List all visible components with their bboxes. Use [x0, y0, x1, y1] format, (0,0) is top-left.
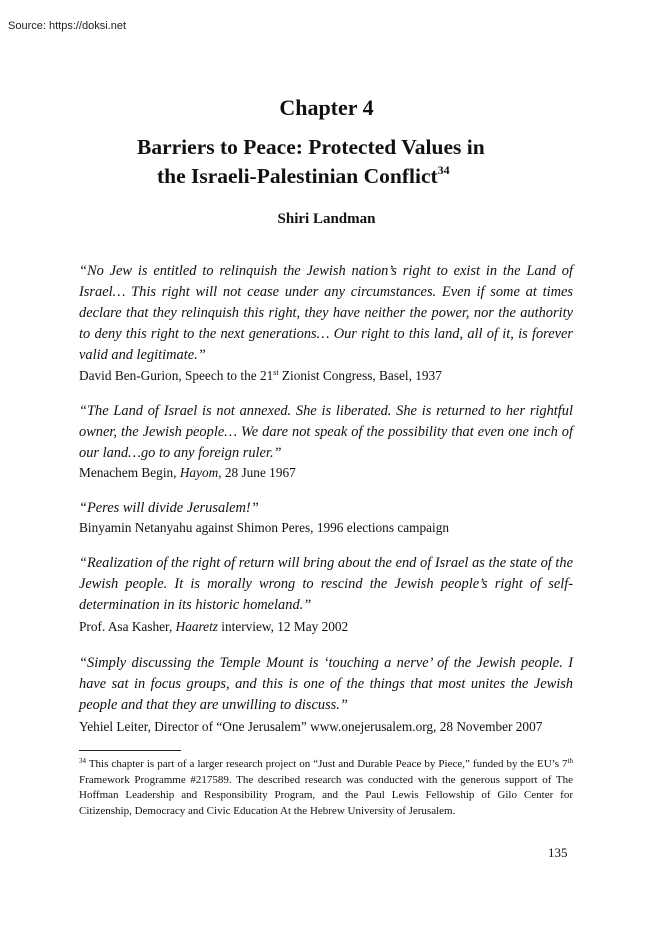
author-name: Shiri Landman	[277, 211, 376, 227]
epigraph-quote: “The Land of Israel is not annexed. She is liberated. She is returned to her rightful owner, the Jewish people… We dare not speak of the possibility that even one inch of our land…go to any foreign ruler.”	[79, 403, 573, 461]
footnote-number: 34	[79, 757, 86, 765]
epigraph-attribution: Binyamin Netanyahu against Shimon Peres, 1996 elections campaign	[79, 520, 450, 535]
epigraph-attribution: Yehiel Leiter, Director of “One Jerusalem” www.onejerusalem.org, 28 November 2007	[79, 719, 543, 734]
epigraph-quote: “Peres will divide Jerusalem!”	[79, 500, 259, 516]
epigraph-quote: “No Jew is entitled to relinquish the Jewish nation’s right to exist in the Land of Israel… This right will not cease under any circumstances. Even if some at times declare that they relinquish this right, they have neither the power, nor the authority to deny this right to the next generations… Our right to this land, all of it, is forever valid and legitimate.”	[79, 263, 573, 363]
epigraph-quote: “Simply discussing the Temple Mount is ‘touching a nerve’ of the Jewish people. I have sat in focus groups, and this is one of the things that most unites the Jewish people and that they are unwilling to discuss.”	[79, 655, 573, 713]
chapter-title-line-1: Barriers to Peace: Protected Values in	[137, 135, 485, 159]
page-number: 135	[548, 845, 568, 860]
epigraph-attribution: Menachem Begin, Hayom, 28 June 1967	[79, 465, 296, 480]
epigraph-attribution: David Ben-Gurion, Speech to the 21st Zionist Congress, Basel, 1937	[79, 368, 442, 383]
source-url: Source: https://doksi.net	[8, 20, 127, 32]
epigraph-quote: “Realization of the right of return will bring about the end of Israel as the state of the Jewish people. It is morally wrong to rescind the Jewish people’s right of self-determination in its historic homeland.”	[79, 555, 573, 613]
footnote-divider	[79, 750, 181, 751]
footnote-reference[interactable]: 34	[437, 163, 450, 177]
chapter-label: Chapter 4	[279, 95, 374, 120]
chapter-title-line-2	[157, 164, 450, 189]
footnote: $^{34}$ This chapter is part of a larger research project on “Just and Durable Peace by Piece,” funded by the EU’s 7th Framework Programme #217589. The described research was conducted with the generous support of The Hoffman Leadership and Responsibility Program, and the Paul Lewis Fellowship of Gilo Center for Citizenship, Democracy and Civic Education At the Hebrew University of Jerusalem.	[79, 757, 573, 817]
chapter-title-text: the Israeli-Palestinian Conflict	[157, 164, 438, 188]
epigraph-attribution: Prof. Asa Kasher, Haaretz interview, 12 May 2002	[79, 619, 349, 634]
